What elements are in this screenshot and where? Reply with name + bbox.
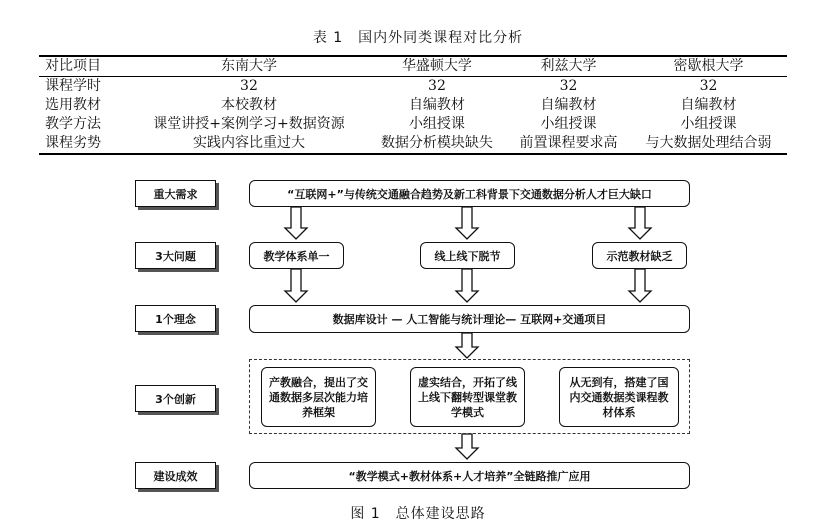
label-concept: 1个理念	[135, 305, 216, 332]
table-cell: 32	[240, 78, 258, 94]
table-cell: 前置课程要求高	[507, 134, 630, 154]
table-cell: 选用教材	[45, 97, 101, 113]
down-arrow	[285, 207, 307, 239]
label-demand: 重大需求	[135, 180, 216, 207]
table-cell: 与大数据处理结合弱	[630, 134, 787, 154]
innovation-box: 从无到有，搭建了国内交通数据类课程教材体系	[559, 367, 679, 427]
column-header: 华盛顿大学	[367, 56, 507, 77]
innovation-box: 产教融合，提出了交通数据多层次能力培养框架	[261, 367, 376, 427]
table-cell: 小组授课	[680, 116, 737, 132]
problem-box: 线上线下脱节	[420, 242, 515, 269]
concept-box: 数据库设计 — 人工智能与统计理论— 互联网+交通项目	[249, 305, 690, 333]
table-cell: 32	[428, 78, 446, 94]
table-cell: 实践内容比重过大	[131, 134, 367, 154]
column-header: 利兹大学	[507, 56, 630, 77]
table-cell: 自编教材	[680, 97, 737, 113]
figure-caption: 图 1 总体建设思路	[350, 506, 486, 522]
label-innovations: 3个创新	[135, 385, 216, 412]
table-cell: 32	[559, 78, 578, 94]
table-cell: 32	[699, 78, 718, 94]
label-problems: 3大问题	[135, 242, 216, 269]
table-cell: 课程劣势	[39, 134, 131, 154]
table-cell: 自编教材	[408, 97, 465, 113]
down-arrow	[456, 333, 478, 358]
table-cell: 数据分析模块缺失	[367, 134, 507, 154]
table-cell: 课程学时	[45, 78, 101, 94]
down-arrow	[456, 434, 478, 459]
down-arrow	[456, 207, 478, 239]
demand-box: “互联网+”与传统交通融合趋势及新工科背景下交通数据分析人才巨大缺口	[249, 180, 690, 207]
innovation-box: 虚实结合，开拓了线上线下翻转型课堂教学模式	[410, 367, 525, 427]
down-arrow	[285, 269, 307, 302]
problem-box: 教学体系单一	[249, 242, 344, 269]
table-cell: 课堂讲授+案例学习+数据资源	[153, 116, 345, 132]
table-caption: 表 1 国内外同类课程对比分析	[312, 30, 524, 46]
problem-box: 示范教材缺乏	[592, 242, 687, 269]
table-cell: 小组授课	[540, 116, 597, 132]
table-cell: 本校教材	[220, 97, 277, 113]
results-box: “教学模式+教材体系+人才培养”全链路推广应用	[249, 462, 690, 489]
table-cell: 教学方法	[45, 116, 101, 132]
table-cell: 小组授课	[408, 116, 465, 132]
table-cell: 自编教材	[540, 97, 597, 113]
label-results: 建设成效	[135, 462, 216, 489]
column-header: 东南大学	[131, 56, 367, 77]
column-header: 对比项目	[39, 56, 131, 77]
down-arrow	[629, 269, 651, 302]
column-header: 密歇根大学	[630, 56, 787, 77]
down-arrow	[456, 269, 478, 302]
down-arrow	[629, 207, 651, 239]
